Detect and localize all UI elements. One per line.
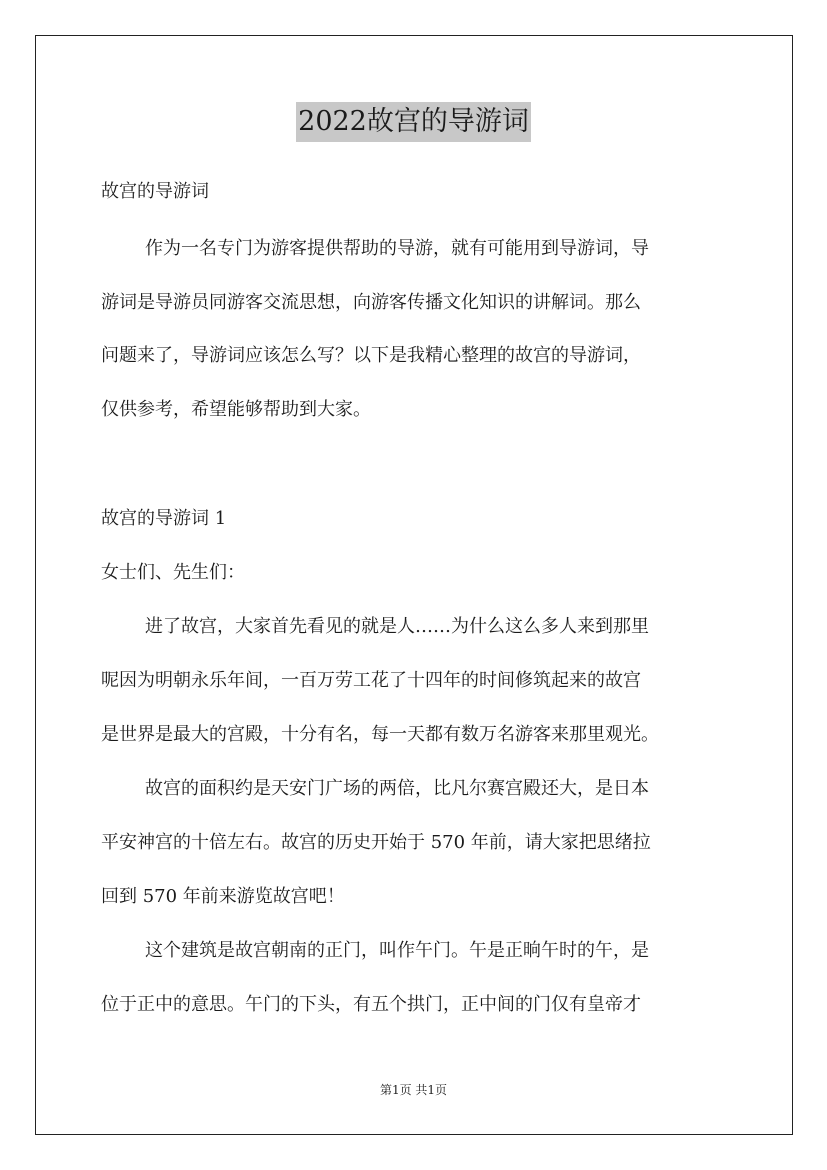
intro-line: 仅供参考，希望能够帮助到大家。 <box>101 399 371 420</box>
page-number-footer: 第1页 共1页 <box>379 1083 448 1097</box>
document-title <box>0 100 827 142</box>
paragraph-line: 位于正中的意思。午门的下头，有五个拱门，正中间的门仅有皇帝才 <box>101 994 641 1015</box>
paragraph-line: 平安神宫的十倍左右。故宫的历史开始于 570 年前，请大家把思绪拉 <box>101 832 651 853</box>
paragraph-line: 呢因为明朝永乐年间，一百万劳工花了十四年的时间修筑起来的故宫 <box>101 670 641 691</box>
paragraph-line: 是世界是最大的宫殿，十分有名，每一天都有数万名游客来那里观光。 <box>101 724 659 745</box>
paragraph-line: 这个建筑是故宫朝南的正门，叫作午门。午是正晌午时的午，是 <box>145 940 649 961</box>
paragraph-line: 回到 570 年前来游览故宫吧！ <box>101 886 345 907</box>
subtitle: 故宫的导游词 <box>101 181 209 202</box>
paragraph-line: 进了故宫，大家首先看见的就是人……为什么这么多人来到那里 <box>145 616 649 637</box>
section-heading: 故宫的导游词 1 <box>101 508 227 529</box>
paragraph-line: 故宫的面积约是天安门广场的两倍，比凡尔赛宫殿还大，是日本 <box>145 778 649 799</box>
intro-line: 问题来了，导游词应该怎么写？以下是我精心整理的故宫的导游词， <box>101 345 641 366</box>
intro-line: 游词是导游员同游客交流思想，向游客传播文化知识的讲解词。那么 <box>101 292 641 313</box>
intro-line: 作为一名专门为游客提供帮助的导游，就有可能用到导游词，导 <box>145 238 649 259</box>
document-title-text: 2022故宫的导游词 <box>296 102 531 142</box>
greeting: 女士们、先生们： <box>101 562 245 583</box>
